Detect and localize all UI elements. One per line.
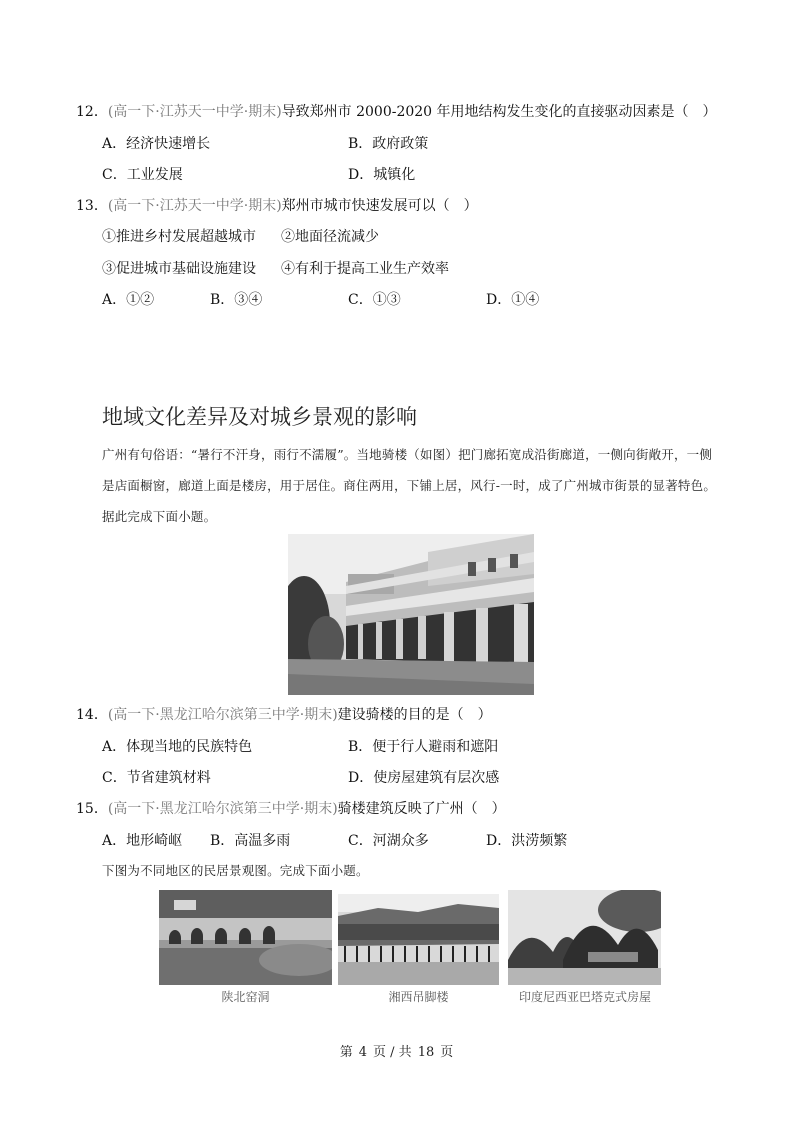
option-b: B．③④	[210, 292, 263, 308]
intro-paragraph: 广州有句俗语：“暑行不汗身，雨行不濡履”。当地骑楼（如图）把门廊拓宽成沿街廊道，一侧向街敞开，一侧是店面橱窗，廊道上面是楼房，用于居住。商住两用，下铺上居，风行-一时，成了广州城市街景的显著特色。据此完成下面小题。	[102, 447, 717, 524]
diaojiaolou-photo	[338, 894, 499, 985]
option-b: B．政府政策	[348, 136, 429, 152]
question-15-stem	[76, 800, 506, 818]
option-c: C．节省建筑材料	[102, 770, 211, 786]
total-pages: 18	[417, 1045, 435, 1060]
batak-house-photo	[508, 890, 661, 985]
question-number: 14．	[76, 707, 108, 723]
option-c: C．①③	[348, 292, 401, 308]
question-source: (高一下·江苏天一中学·期末)	[107, 198, 282, 214]
option-d: D．城镇化	[348, 167, 416, 183]
question-13-stem	[76, 197, 478, 215]
statement-4: ④有利于提高工业生产效率	[281, 261, 449, 277]
question-number: 15．	[76, 801, 108, 817]
question-source: (高一下·黑龙江哈尔滨第三中学·期末)	[107, 801, 338, 817]
statement-3: ③促进城市基础设施建设	[102, 261, 256, 277]
option-a: A．①②	[102, 292, 155, 308]
question-number: 13．	[76, 198, 108, 214]
option-a: A．地形崎岖	[102, 833, 183, 849]
question-text: 建设骑楼的目的是（ ）	[337, 707, 492, 723]
question-number: 12．	[76, 104, 108, 120]
question-source: (高一下·黑龙江哈尔滨第三中学·期末)	[107, 707, 338, 723]
footer-prefix: 第	[339, 1045, 353, 1060]
page-footer	[0, 1041, 793, 1060]
dwellings-intro: 下图为不同地区的民居景观图。完成下面小题。	[102, 863, 369, 878]
batak-house-caption: 印度尼西亚巴塔克式房屋	[518, 990, 651, 1004]
question-12-stem	[76, 103, 717, 121]
option-c: C．河湖众多	[348, 833, 429, 849]
current-page: 4	[358, 1045, 368, 1060]
option-b: B．便于行人避雨和遮阳	[348, 739, 499, 755]
diaojiaolou-caption: 湘西吊脚楼	[388, 990, 449, 1004]
yaodong-photo	[159, 890, 332, 985]
statement-2: ②地面径流减少	[281, 229, 379, 245]
option-c: C．工业发展	[102, 167, 183, 183]
option-a: A．体现当地的民族特色	[102, 739, 253, 755]
option-d: D．使房屋建筑有层次感	[348, 770, 500, 786]
statement-1: ①推进乡村发展超越城市	[102, 229, 256, 245]
question-text: 郑州市城市快速发展可以（ ）	[281, 198, 478, 214]
question-text: 导致郑州市 2000-2020 年用地结构发生变化的直接驱动因素是（ ）	[281, 104, 717, 120]
option-b: B．高温多雨	[210, 833, 291, 849]
yaodong-caption: 陕北窑洞	[221, 990, 270, 1004]
question-source: (高一下·江苏天一中学·期末)	[107, 104, 282, 120]
question-14-stem	[76, 706, 492, 724]
option-d: D．洪涝频繁	[486, 833, 568, 849]
footer-mid: 页 / 共	[373, 1045, 412, 1060]
section-title: 地域文化差异及对城乡景观的影响	[102, 405, 417, 429]
arcade-building-photo	[288, 534, 534, 695]
question-text: 骑楼建筑反映了广州（ ）	[337, 801, 506, 817]
option-a: A．经济快速增长	[102, 136, 211, 152]
footer-suffix: 页	[440, 1045, 454, 1060]
option-d: D．①④	[486, 292, 540, 308]
